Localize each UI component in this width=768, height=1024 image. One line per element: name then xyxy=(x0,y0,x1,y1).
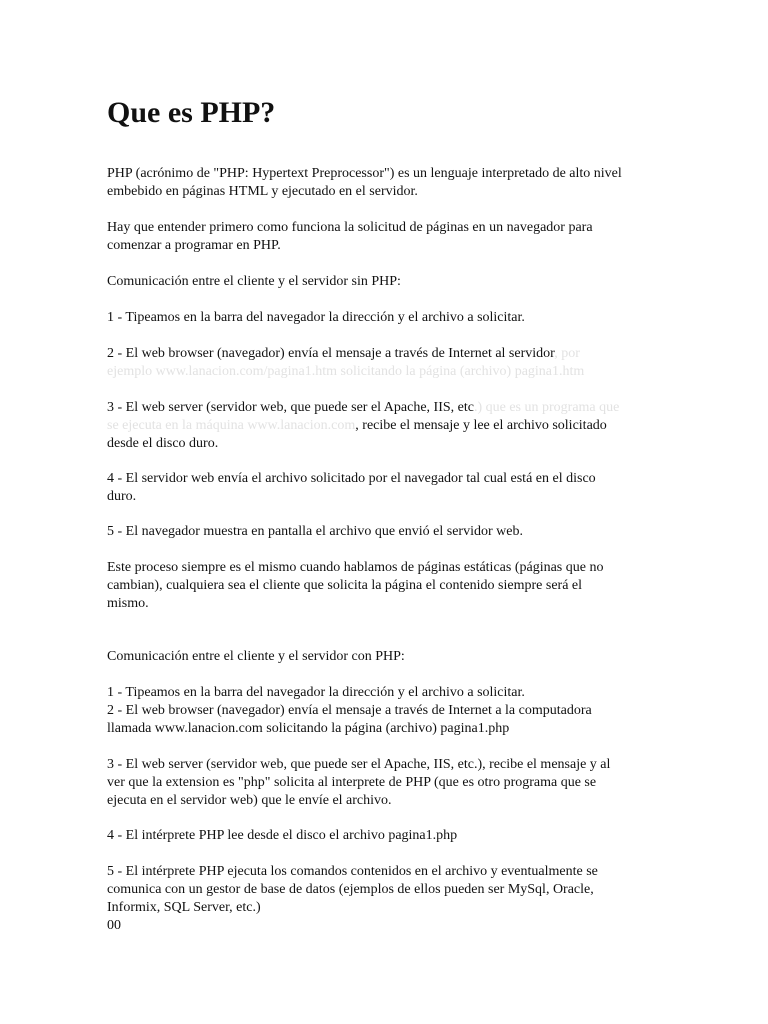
with-php-step-4: 4 - El intérprete PHP lee desde el disco el archivo pagina1.php xyxy=(107,828,458,843)
without-php-step-5: 5 - El navegador muestra en pantalla el archivo que envió el servidor web. xyxy=(107,524,523,539)
with-php-step-1: 1 - Tipeamos en la barra del navegador la dirección y el archivo a solicitar. xyxy=(107,685,525,700)
faint-link[interactable]: se ejecuta en la máquina www.lanacion.com xyxy=(107,418,356,433)
without-php-step-3: 3 - El web server (servidor web, que puede ser el Apache, IIS, etc.) que es un programa que se ejecuta en la máquina www.lanacion.com, recibe el mensaje y lee el archivo solicitado desde el disco duro. xyxy=(107,400,620,451)
process-paragraph: Este proceso siempre es el mismo cuando hablamos de páginas estáticas (páginas que no cambian), cualquiera sea el cliente que solicita la página el contenido siempre será el mismo. xyxy=(107,560,604,611)
with-php-step-3: 3 - El web server (servidor web, que puede ser el Apache, IIS, etc.), recibe el mensaje y al ver que la extension es "php" solicita al interprete de PHP (que es otro programa que se ejecuta en el servidor web) que le envíe el archivo. xyxy=(107,757,611,808)
with-php-step-5: 5 - El intérprete PHP ejecuta los comandos contenidos en el archivo y eventualmente se comunica con un gestor de base de datos (ejemplos de ellos pueden ser MySql, Oracle, Informix, SQL Server, etc.) xyxy=(107,864,598,915)
with-php-step-2: 2 - El web browser (navegador) envía el mensaje a través de Internet a la computadora llamada www.lanacion.com solicitando la página (archivo) pagina1.php xyxy=(107,703,592,736)
faint-text: ejemplo www.lanacion.com/pagina1.htm solicitando la página (archivo) pagina1.htm xyxy=(107,364,585,379)
understanding-paragraph: Hay que entender primero como funciona la solicitud de páginas en un navegador para comenzar a programar en PHP. xyxy=(107,220,593,253)
intro-paragraph: PHP (acrónimo de "PHP: Hypertext Preprocessor") es un lenguaje interpretado de alto nivel embebido en páginas HTML y ejecutado en el servidor. xyxy=(107,166,622,199)
without-php-step-4: 4 - El servidor web envía el archivo solicitado por el navegador tal cual está en el disco duro. xyxy=(107,471,596,504)
page-title: Que es PHP? xyxy=(107,96,276,129)
faint-text: .) que es un programa que xyxy=(473,400,620,415)
faint-text: , por xyxy=(554,346,580,361)
without-php-step-2: 2 - El web browser (navegador) envía el mensaje a través de Internet al servidor, por ejemplo www.lanacion.com/pagina1.htm solicitando la página (archivo) pagina1.htm xyxy=(107,345,667,381)
heading-without-php: Comunicación entre el cliente y el servidor sin PHP: xyxy=(107,274,401,289)
without-php-step-1: 1 - Tipeamos en la barra del navegador la dirección y el archivo a solicitar. xyxy=(107,310,525,325)
heading-with-php: Comunicación entre el cliente y el servidor con PHP: xyxy=(107,649,405,664)
trailing-text: 00 xyxy=(107,918,121,933)
